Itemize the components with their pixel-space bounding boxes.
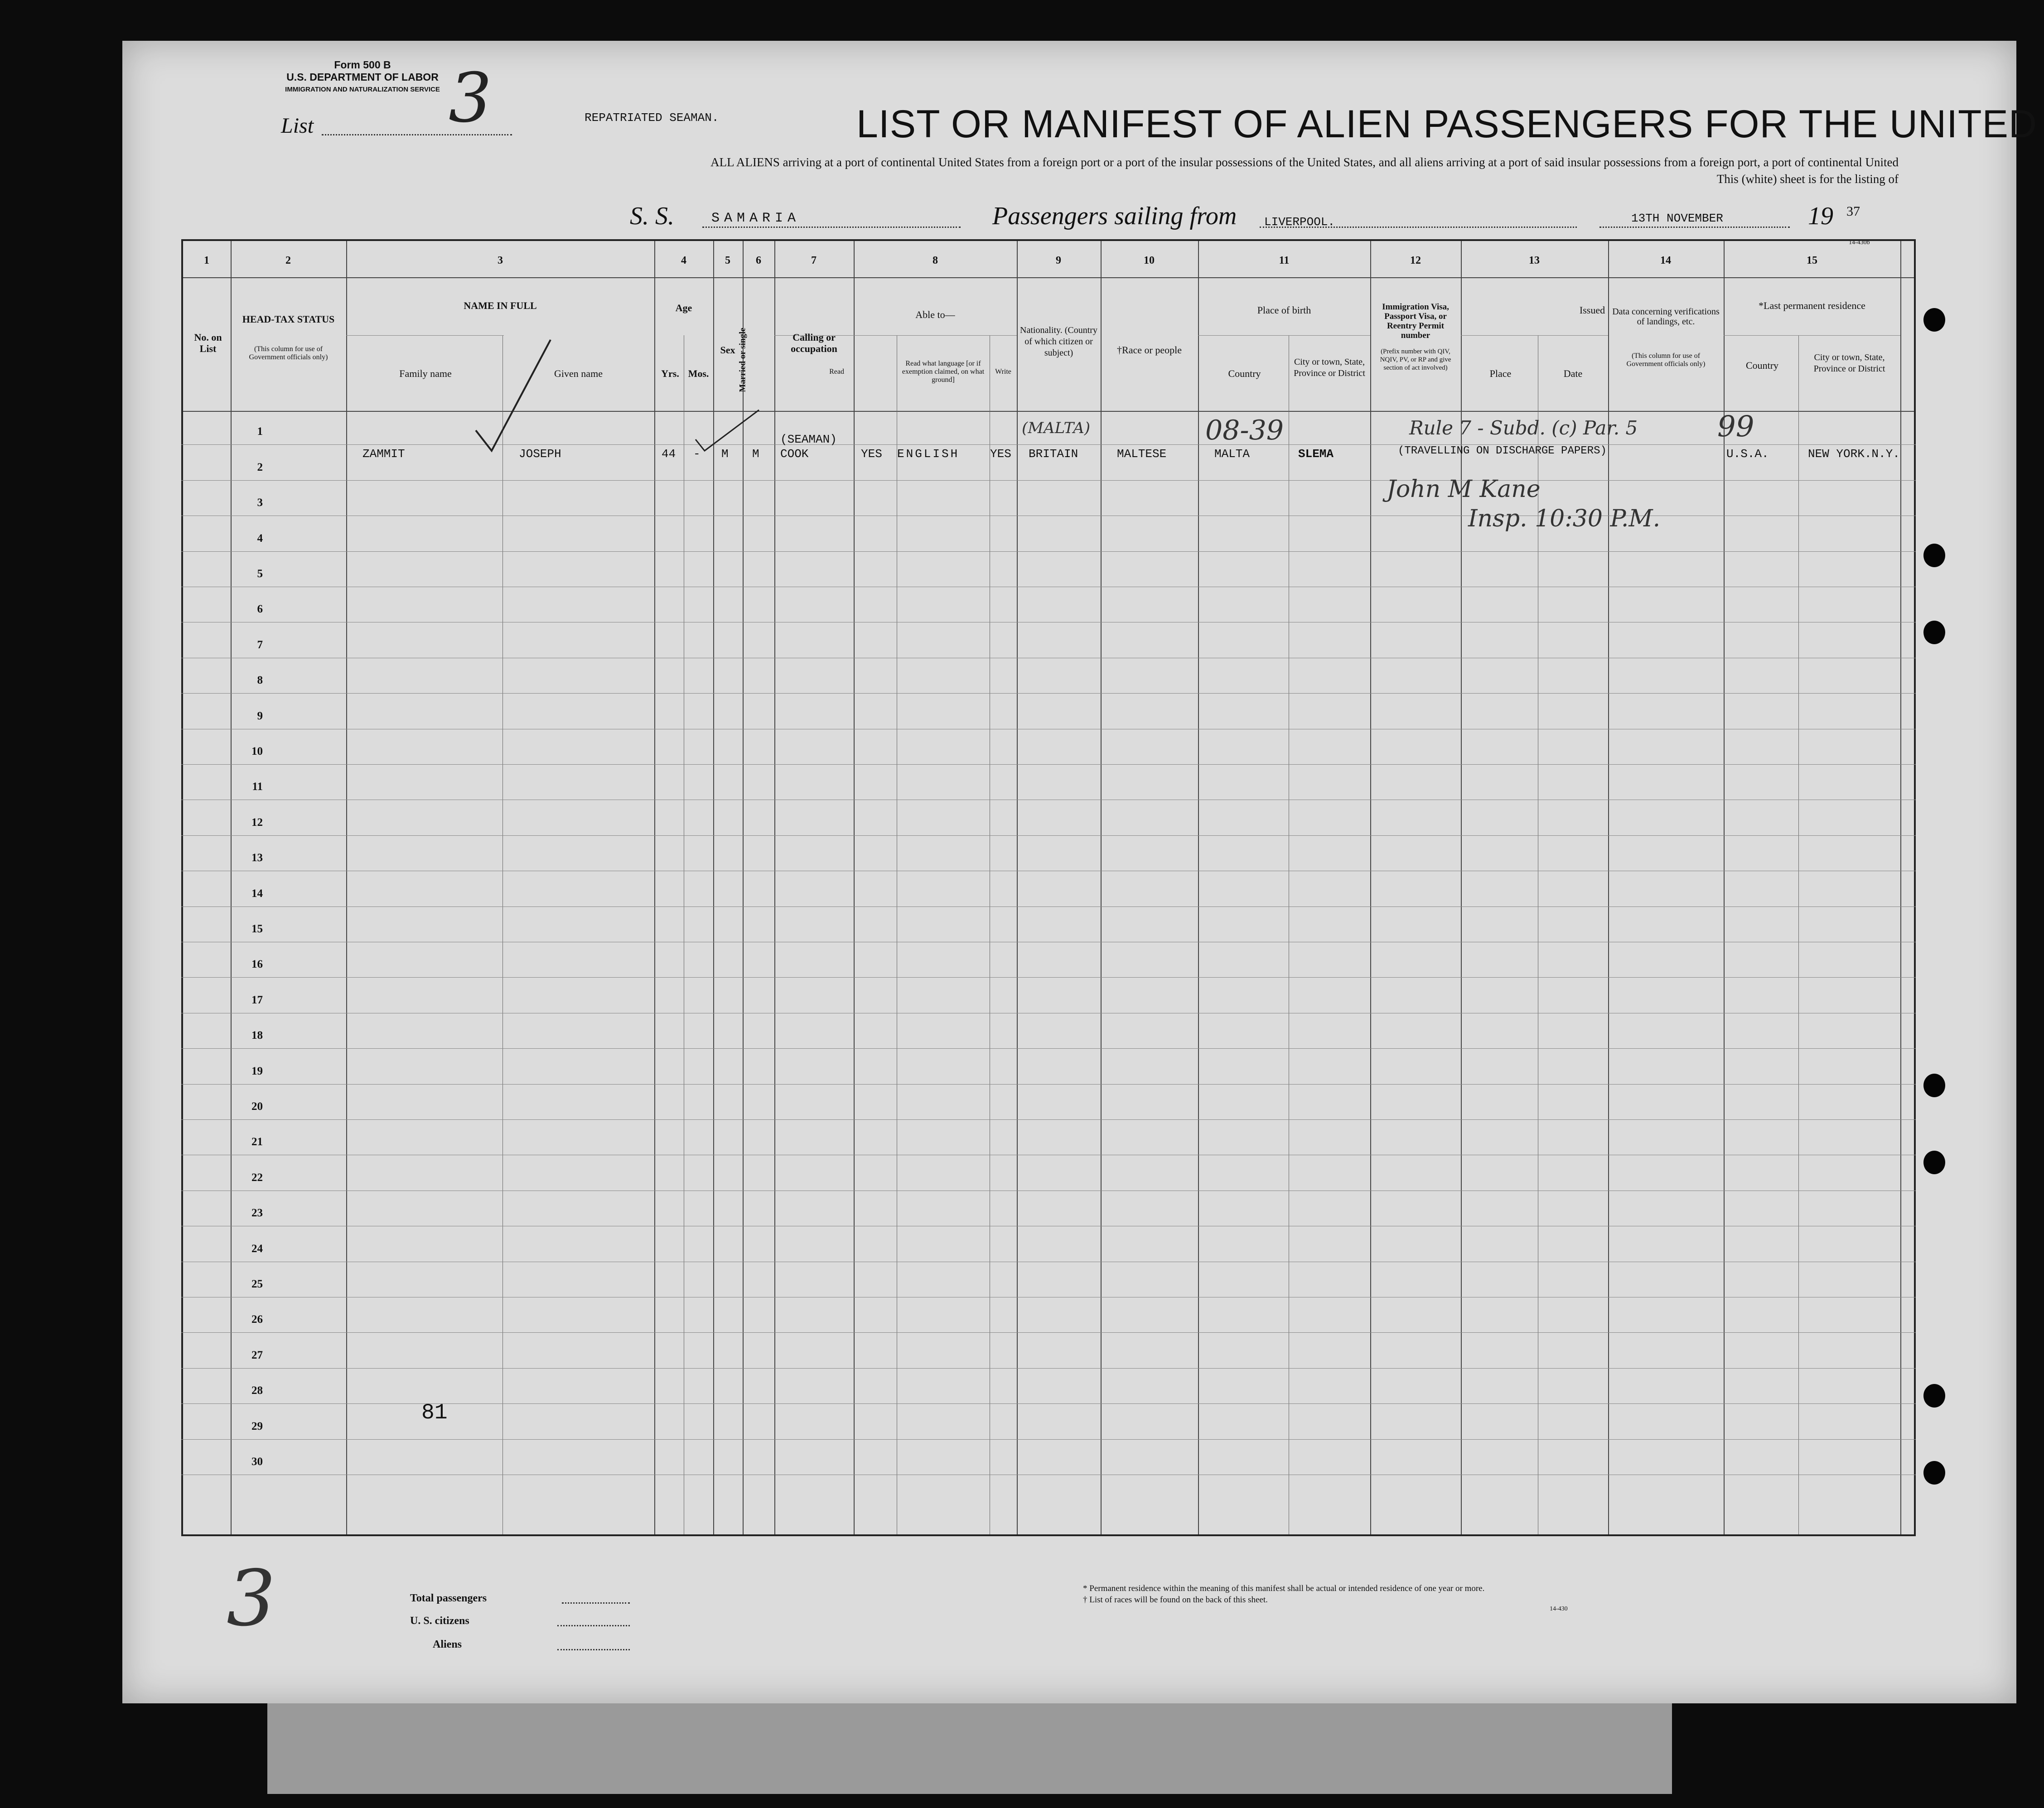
row-number: 10 xyxy=(251,745,263,757)
form-subtitle xyxy=(526,154,1899,188)
header-age: Age xyxy=(675,302,692,313)
sailing-label: Passengers sailing from xyxy=(992,202,1237,230)
row-number: 15 xyxy=(251,923,263,935)
col-number: 4 xyxy=(681,255,686,266)
header-verifications-note: (This column for use of Government officials only) xyxy=(1626,352,1706,368)
punch-hole xyxy=(1923,1151,1945,1174)
row-divider xyxy=(181,906,1916,907)
us-citizens-line xyxy=(557,1625,630,1626)
entry-calling-2: COOK xyxy=(780,447,809,461)
department-name: U.S. DEPARTMENT OF LABOR xyxy=(286,71,439,83)
entry-race: MALTESE xyxy=(1117,447,1167,461)
row-number: 3 xyxy=(257,497,263,509)
header-place-of-birth: Place of birth xyxy=(1257,304,1311,316)
row-number: 17 xyxy=(251,994,263,1006)
col-number: 12 xyxy=(1410,255,1421,266)
row-number: 4 xyxy=(257,532,263,545)
ship-name: SAMARIA xyxy=(711,211,801,226)
header-able-to: Able to— xyxy=(915,309,955,320)
punch-hole xyxy=(1923,1074,1945,1097)
stamp-number: 81 xyxy=(421,1401,448,1425)
header-place: Place xyxy=(1489,368,1512,379)
row-number: 21 xyxy=(251,1136,263,1148)
row-number: 18 xyxy=(251,1029,263,1041)
row-divider xyxy=(181,835,1916,836)
row-divider xyxy=(181,1119,1916,1120)
header-read-lang: Read what language [or if exemption claimed, on what ground] xyxy=(902,360,985,384)
row-divider xyxy=(181,764,1916,765)
header-verifications: Data concerning verifications of landings, etc. xyxy=(1612,307,1720,327)
repatriated-annotation: REPATRIATED SEAMAN. xyxy=(585,111,719,125)
list-number: 3 xyxy=(449,59,492,138)
row-number: 30 xyxy=(251,1456,263,1468)
col-number: 8 xyxy=(933,255,938,266)
list-label: List xyxy=(281,114,314,138)
aliens-label: Aliens xyxy=(433,1639,462,1650)
row-divider xyxy=(181,1439,1916,1440)
col-number: 13 xyxy=(1529,255,1540,266)
footnote-residence: * Permanent residence within the meaning of this manifest shall be actual or intended residence of one year or more. xyxy=(1083,1584,1485,1593)
col-number: 6 xyxy=(756,255,761,266)
punch-hole xyxy=(1923,621,1945,644)
entry-family-name: ZAMMIT xyxy=(362,447,405,461)
subtitle-line-2: This (white) sheet is for the listing of xyxy=(1716,172,1899,186)
col-number: 14 xyxy=(1660,255,1671,266)
header-given-name: Given name xyxy=(554,368,603,379)
row-number: 14 xyxy=(251,887,263,900)
total-passengers-label: Total passengers xyxy=(410,1592,487,1604)
form-title: LIST OR MANIFEST OF ALIEN PASSENGERS FOR THE UNITED xyxy=(856,102,2038,146)
row-divider xyxy=(181,1332,1916,1333)
row-divider xyxy=(181,1048,1916,1049)
footer-handwritten-number: 3 xyxy=(227,1554,276,1644)
entry-res-country: U.S.A. xyxy=(1726,447,1769,461)
checkmark-icon xyxy=(471,335,553,458)
row-number: 8 xyxy=(257,674,263,686)
entry-married: M xyxy=(752,447,759,461)
row-divider xyxy=(181,977,1916,978)
row-divider xyxy=(181,551,1916,552)
row-divider xyxy=(181,480,1916,481)
header-nationality: Nationality. (Country of which citizen or subject) xyxy=(1020,325,1097,358)
row-divider xyxy=(181,693,1916,694)
header-calling: Calling or occupation xyxy=(791,332,837,354)
header-res-city: City or town, State, Province or District xyxy=(1813,352,1885,374)
punch-hole xyxy=(1923,544,1945,567)
header-residence: *Last permanent residence xyxy=(1759,300,1865,311)
header-family-name: Family name xyxy=(399,368,452,379)
entry-age-mos: - xyxy=(693,447,701,461)
header-date: Date xyxy=(1563,368,1583,379)
entry-visa-typed: (TRAVELLING ON DISCHARGE PAPERS) xyxy=(1398,445,1607,457)
row-number: 16 xyxy=(251,958,263,970)
col-number: 5 xyxy=(725,255,730,266)
header-write: Write xyxy=(995,368,1011,376)
entry-nationality-note: (MALTA) xyxy=(1022,419,1091,437)
header-issued: Issued xyxy=(1579,304,1605,316)
row-number: 27 xyxy=(251,1349,263,1361)
row-number: 7 xyxy=(257,639,263,651)
entry-given-name: JOSEPH xyxy=(519,447,561,461)
form-code: 14-430b xyxy=(1849,239,1870,246)
entry-res-city: NEW YORK.N.Y. xyxy=(1808,447,1900,461)
header-read: Read xyxy=(829,368,844,376)
ship-underline xyxy=(702,227,961,228)
col-number: 10 xyxy=(1144,255,1155,266)
entry-calling-1: (SEAMAN) xyxy=(780,433,837,446)
col-number: 9 xyxy=(1056,255,1061,266)
header-yrs: Yrs. xyxy=(661,368,679,379)
row-divider xyxy=(181,444,1916,445)
row-number: 25 xyxy=(251,1278,263,1290)
entry-read: YES xyxy=(861,447,882,461)
header-res-country: Country xyxy=(1745,360,1779,371)
header-birth-country: Country xyxy=(1228,368,1261,379)
entry-residence-note: 99 xyxy=(1717,410,1754,444)
service-name: IMMIGRATION AND NATURALIZATION SERVICE xyxy=(285,86,440,93)
row-number: 20 xyxy=(251,1100,263,1113)
departure-port: LIVERPOOL. xyxy=(1264,215,1335,229)
total-passengers-line xyxy=(562,1602,630,1604)
row-number: 28 xyxy=(251,1384,263,1397)
col-number: 1 xyxy=(204,255,209,266)
inspector-signature: John M Kane xyxy=(1387,476,1541,503)
entry-write: YES xyxy=(990,447,1011,461)
header-visa-note: (Prefix number with QIV, NQIV, PV, or RP and give section of act involved) xyxy=(1380,348,1451,371)
row-number: 13 xyxy=(251,852,263,864)
us-citizens-label: U. S. citizens xyxy=(410,1615,469,1627)
footnote-code: 14-430 xyxy=(1550,1606,1568,1612)
col-number: 3 xyxy=(498,255,503,266)
header-head-tax-note: (This column for use of Government officials only) xyxy=(249,345,328,361)
header-mos: Mos. xyxy=(688,368,709,379)
year-prefix: 19 xyxy=(1808,202,1833,230)
header-name-in-full: NAME IN FULL xyxy=(464,300,537,311)
row-number: 6 xyxy=(257,603,263,615)
entry-sex: M xyxy=(721,447,729,461)
row-number: 5 xyxy=(257,568,263,580)
row-number: 26 xyxy=(251,1313,263,1326)
entry-birth-country: MALTA xyxy=(1214,447,1250,461)
row-divider xyxy=(181,1084,1916,1085)
ss-label: S. S. xyxy=(630,202,674,230)
form-header xyxy=(254,59,471,96)
row-number: 23 xyxy=(251,1207,263,1219)
col-number: 11 xyxy=(1279,255,1290,266)
row-number: 12 xyxy=(251,816,263,829)
row-number: 2 xyxy=(257,461,263,473)
punch-hole xyxy=(1923,1461,1945,1485)
entry-read-language: ENGLISH xyxy=(897,447,960,461)
sailing-date: 13TH NOVEMBER xyxy=(1631,212,1723,225)
header-no-on-list: No. on List xyxy=(194,332,222,354)
col-number: 7 xyxy=(811,255,817,266)
header-married: Married or single xyxy=(738,328,748,392)
row-divider xyxy=(181,1368,1916,1369)
row-number: 24 xyxy=(251,1243,263,1255)
entry-visa-handwritten: Rule 7 - Subd. (c) Par. 5 xyxy=(1409,417,1638,439)
row-number: 29 xyxy=(251,1420,263,1432)
row-number: 9 xyxy=(257,710,263,722)
row-number: 19 xyxy=(251,1065,263,1077)
header-sex: Sex xyxy=(720,344,735,356)
entry-age-yrs: 44 xyxy=(662,447,676,461)
inspection-time: Insp. 10:30 P.M. xyxy=(1468,505,1661,532)
row-number: 22 xyxy=(251,1172,263,1184)
entry-birth-city: SLEMA xyxy=(1298,447,1334,461)
aliens-line xyxy=(557,1649,630,1650)
header-race: †Race or people xyxy=(1117,344,1182,356)
col-number: 2 xyxy=(285,255,291,266)
header-birth-city: City or town, State, Province or District xyxy=(1294,357,1365,378)
header-visa: Immigration Visa, Passport Visa, or Reentry Permit number xyxy=(1382,302,1449,340)
form-number: Form 500 B xyxy=(334,59,391,71)
entry-nationality: BRITAIN xyxy=(1029,447,1078,461)
row-number: 1 xyxy=(257,425,263,438)
entry-birth-note: 08-39 xyxy=(1205,415,1284,446)
punch-hole xyxy=(1923,308,1945,332)
punch-hole xyxy=(1923,1384,1945,1408)
row-number: 11 xyxy=(252,781,263,793)
footnote-races: † List of races will be found on the back of this sheet. xyxy=(1083,1595,1268,1605)
year-suffix: 37 xyxy=(1846,204,1860,219)
date-underline xyxy=(1599,227,1790,228)
subtitle-line-1: ALL ALIENS arriving at a port of continental United States from a foreign port or a port of the insular possessions of the United States, and all aliens arriving at a port of said insular possessions from a foreign port, a port of continental United xyxy=(710,155,1899,169)
header-head-tax: HEAD-TAX STATUS xyxy=(242,313,335,325)
checkmark-icon xyxy=(693,408,761,453)
col-number: 15 xyxy=(1807,255,1817,266)
